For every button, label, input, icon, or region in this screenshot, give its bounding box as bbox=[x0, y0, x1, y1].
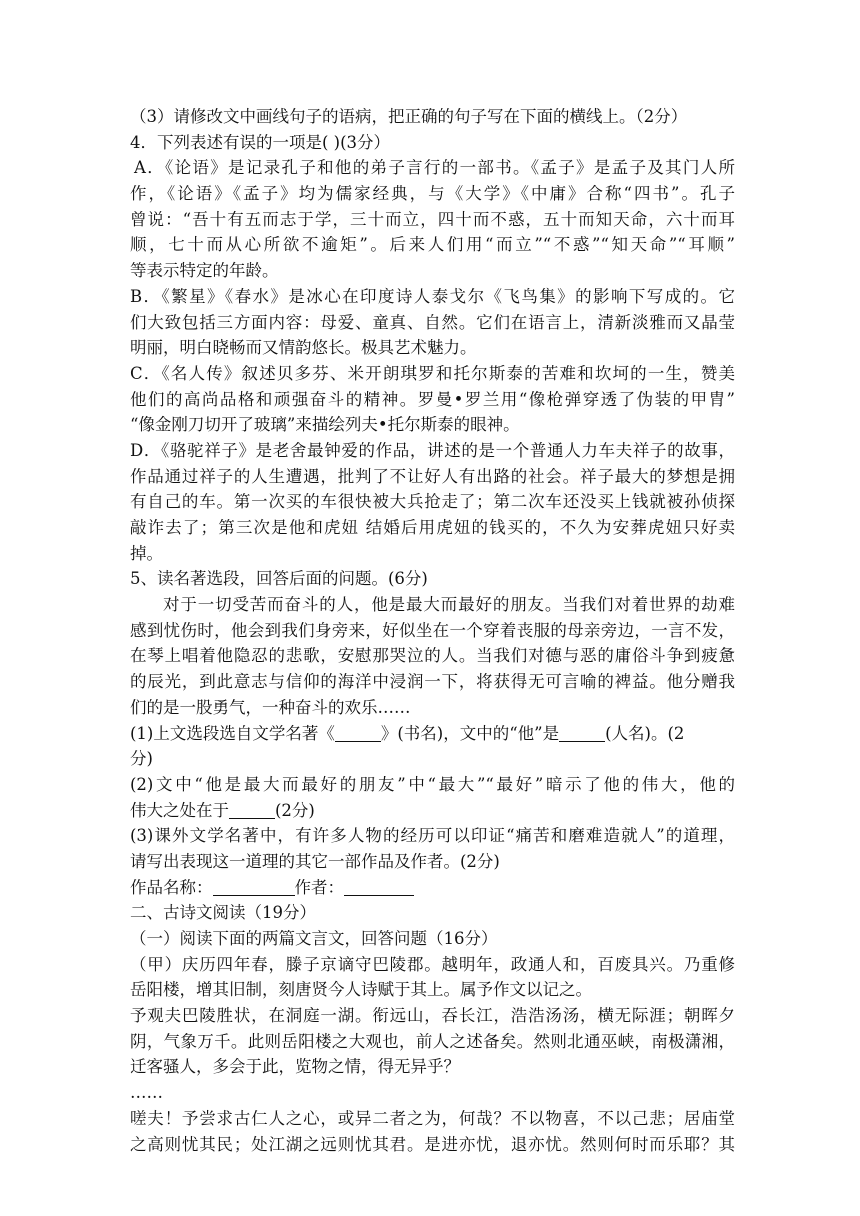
question-4-option-b bbox=[130, 284, 735, 361]
option-d-line: D．《骆驼祥子》是老舍最钟爱的作品，讲述的是一个普通人力车夫祥子的故事， bbox=[130, 440, 735, 460]
author-blank[interactable] bbox=[344, 878, 414, 896]
question-4-option-c bbox=[130, 361, 735, 438]
option-a-line: A．《论语》是记录孔子和他的弟子言行的一部书。《孟子》是孟子及其门人所 bbox=[134, 158, 735, 178]
paragraph-line: 嗟夫！予尝求古仁人之心，或异二者之为，何哉？不以物喜，不以己悲；居庙堂 bbox=[130, 1108, 735, 1128]
ellipsis: …… bbox=[130, 1083, 163, 1103]
sub2-text: 伟大之处在于 bbox=[130, 800, 229, 820]
passage-line: 在琴上唱着他隐忍的悲歌，安慰那哭泣的人。当我们对德与恶的庸俗斗争到疲惫 bbox=[130, 646, 735, 666]
question-4-stem: 4．下列表述有误的一项是( )(3分） bbox=[130, 132, 391, 152]
option-b-line: 明丽，明白晓畅而又情韵悠长。极具艺术魅力。 bbox=[130, 338, 477, 358]
sub1-text: (1)上文选段选自文学名著《 bbox=[130, 723, 335, 743]
work-name-blank[interactable] bbox=[213, 878, 295, 896]
option-c-line: C．《名人传》叙述贝多芬、米开朗琪罗和托尔斯泰的苦难和坎坷的一生，赞美 bbox=[130, 363, 735, 383]
passage-line: 们的是一股勇气，一种奋斗的欢乐…… bbox=[130, 697, 411, 717]
question-5-sub-2-cont bbox=[130, 798, 735, 824]
question-4-option-a bbox=[130, 155, 735, 283]
question-5-title: 5、读名著选段，回答后面的问题。(6分) bbox=[130, 569, 428, 589]
sub1-text: 》(书名)，文中的“他”是 bbox=[380, 723, 560, 743]
section-2-subtitle: （一）阅读下面的两篇文言文，回答问题（16分） bbox=[130, 929, 498, 948]
option-c-line: 他们的高尚品格和顽强奋斗的精神。罗曼•罗兰用“像枪弹穿透了伪装的甲胄” bbox=[130, 389, 735, 409]
jia-line: （甲）庆历四年春，滕子京谪守巴陵郡。越明年，政通人和，百废具兴。乃重修 bbox=[130, 954, 735, 974]
passage-line: 感到忧伤时，他会到我们身旁来，好似坐在一个穿着丧服的母亲旁边，一言不发， bbox=[130, 620, 735, 640]
question-3-text: （3）请修改文中画线句子的语病，把正确的句子写在下面的横线上。（2分） bbox=[130, 107, 688, 126]
passage-line: 的辰光，到此意志与信仰的海洋中浸润一下，将获得无可言喻的裨益。他分赠我 bbox=[130, 672, 735, 692]
option-a-line: 曾说：“吾十有五而志于学，三十而立，四十而不惑，五十而知天命，六十而耳 bbox=[130, 209, 735, 229]
option-d-line: 敲诈去了；第三次是他和虎妞 结婚后用虎妞的钱买的，不久为安葬虎妞只好卖 bbox=[130, 518, 735, 537]
paragraph-line: 之高则忧其民；处江湖之远则忧其君。是进亦忧，退亦忧。然则何时而乐耶？其 bbox=[130, 1134, 735, 1154]
question-5-sub-3-cont: 请写出表现这一道理的其它一部作品及作者。(2分) bbox=[130, 851, 500, 871]
paragraph-line: 阴，气象万千。此则岳阳楼之大观也，前人之述备矣。然则北通巫峡，南极潇湘， bbox=[130, 1031, 735, 1051]
passage-line: 对于一切受苦而奋斗的人，他是最大而最好的朋友。当我们对着世界的劫难 bbox=[163, 595, 735, 615]
option-d-line: 掉。 bbox=[130, 543, 163, 563]
question-5-sub-1 bbox=[130, 721, 735, 747]
author-label: 作者： bbox=[294, 877, 344, 897]
sub1-text: (人名)。(2 bbox=[605, 723, 685, 743]
paragraph-line: 迁客骚人，多会于此，览物之情，得无异乎？ bbox=[130, 1057, 460, 1077]
option-d-line: 有自己的车。第一次买的车很快被大兵抢走了；第二次车还没买上钱就被孙侦探 bbox=[130, 492, 735, 512]
work-label: 作品名称： bbox=[130, 877, 213, 897]
option-a-line: 作，《论语》《孟子》均为儒家经典，与《大学》《中庸》合称“四书”。孔子 bbox=[130, 184, 735, 204]
greatness-blank[interactable] bbox=[229, 801, 275, 819]
book-title-blank[interactable] bbox=[335, 724, 381, 742]
section-2-title: 二、古诗文阅读（19分） bbox=[130, 903, 316, 923]
jia-line: 岳阳楼，增其旧制，刻唐贤今人诗赋于其上。属予作文以记之。 bbox=[130, 980, 592, 1000]
question-5-sub-3: (3)课外文学名著中，有许多人物的经历可以印证“痛苦和磨难造就人”的道理， bbox=[130, 826, 735, 846]
text-jia-paragraph-2 bbox=[130, 1003, 735, 1080]
option-c-line: “像金刚刀切开了玻璃”来描绘列夫•托尔斯泰的眼神。 bbox=[130, 415, 520, 435]
person-name-blank[interactable] bbox=[559, 724, 605, 742]
sub2-text: (2分) bbox=[275, 800, 315, 820]
option-d-line: 作品通过祥子的人生遭遇，批判了不让好人有出路的社会。祥子最大的梦想是拥 bbox=[130, 466, 735, 486]
option-a-line: 等表示特定的年龄。 bbox=[130, 261, 279, 281]
question-5-sub-2: (2)文中“他是最大而最好的朋友”中“最大”“最好”暗示了他的伟大，他的 bbox=[130, 774, 735, 794]
question-4-option-d bbox=[130, 438, 735, 566]
option-a-line: 顺，七十而从心所欲不逾矩”。后来人们用“而立”“不惑”“知天命”“耳顺” bbox=[130, 235, 735, 255]
option-b-line: 们大致包括三方面内容：母爱、童真、自然。它们在语言上，清新淡雅而又晶莹 bbox=[130, 312, 735, 332]
work-author-line bbox=[130, 875, 735, 901]
text-jia-paragraph-3 bbox=[130, 1106, 735, 1157]
question-5-sub-1-cont: 分) bbox=[130, 749, 153, 769]
question-5-passage bbox=[130, 592, 735, 720]
paragraph-line: 予观夫巴陵胜状，在洞庭一湖。衔远山，吞长江，浩浩汤汤，横无际涯；朝晖夕 bbox=[130, 1006, 735, 1026]
page-content bbox=[130, 104, 735, 1157]
option-b-line: B．《繁星》《春水》是冰心在印度诗人泰戈尔《飞鸟集》的影响下写成的。它 bbox=[130, 286, 735, 306]
text-jia bbox=[130, 952, 735, 1003]
